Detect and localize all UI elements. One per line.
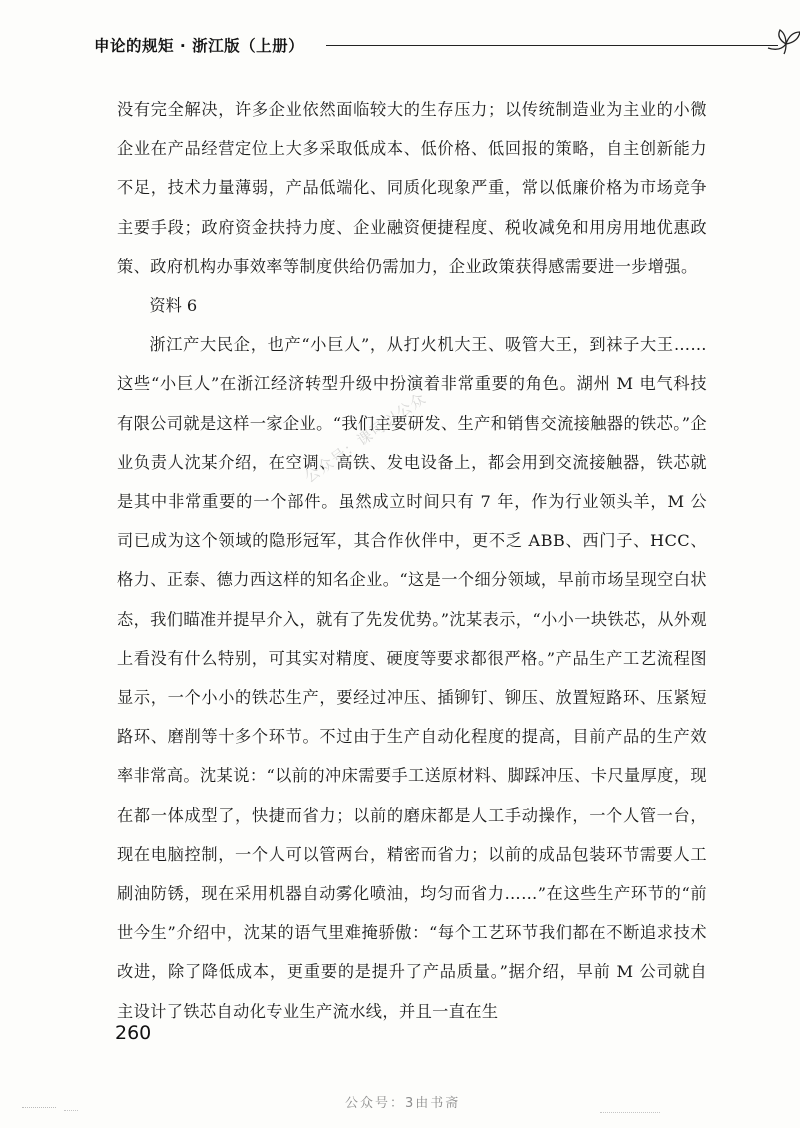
paragraph-continued: 没有完全解决，许多企业依然面临较大的生存压力；以传统制造业为主业的小微企业在产品经营定位上大多采取低成本、低价格、低回报的策略，自主创新能力不足，技术力量薄弱，产品低端化、同质化现象严重，常以低廉价格为市场竞争主要手段；政府资金扶持力度、企业融资便捷程度、税收减免和用房用地优惠政策、政府机构办事效率等制度供给仍需加力，企业政策获得感需要进一步增强。 — [117, 100, 707, 276]
scan-artifact — [64, 1110, 78, 1111]
scan-artifact — [600, 1112, 660, 1113]
watermark: 公众号：课可以公众 — [301, 389, 430, 487]
page-number: 260 — [115, 1022, 152, 1044]
section-label: 资料 6 — [149, 296, 198, 316]
body-text — [117, 90, 707, 1031]
sprout-icon — [766, 26, 800, 56]
header-title: 申论的规矩 · 浙江版（上册） — [94, 37, 305, 55]
running-header — [94, 30, 714, 58]
footer-stamp: 公众号：3由书斋 — [345, 1096, 461, 1111]
header-rule — [326, 45, 778, 46]
paragraph-material-6: 浙江产大民企，也产“小巨人”，从打火机大王、吸管大王，到袜子大王……这些“小巨人”在浙江经济转型升级中扮演着非常重要的角色。湖州 M 电气科技有限公司就是这样一家企业。“我们主要研发、生产和销售交流接触器的铁芯。”企业负责人沈某介绍，在空调、高铁、发电设备上，都会用到交流接触器，铁芯就是其中非常重要的一个部件。虽然成立时间只有 7 年，作为行业领头羊，M 公司已成为这个领域的隐形冠军，其合作伙伴中，更不乏 ABB、西门子、HCC、格力、正泰、德力西这样的知名企业。“这是一个细分领域，早前市场呈现空白状态，我们瞄准并提早介入，就有了先发优势。”沈某表示，“小小一块铁芯，从外观上看没有什么特别，可其实对精度、硬度等要求都很严格。”产品生产工艺流程图显示，一个小小的铁芯生产，要经过冲压、插铆钉、铆压、放置短路环、压紧短路环、磨削等十多个环节。不过由于生产自动化程度的提高，目前产品的生产效率非常高。沈某说：“以前的冲床需要手工送原材料、脚踩冲压、卡尺量厚度，现在都一体成型了，快捷而省力；以前的磨床都是人工手动操作，一个人管一台，现在电脑控制，一个人可以管两台，精密而省力；以前的成品包装环节需要人工刷油防锈，现在采用机器自动雾化喷油，均匀而省力……”在这些生产环节的“前世今生”介绍中，沈某的语气里难掩骄傲：“每个工艺环节我们都在不断追求技术改进，除了降低成本，更重要的是提升了产品质量。”据介绍，早前 M 公司就自主设计了铁芯自动化专业生产流水线，并且一直在生 — [117, 335, 707, 1021]
scan-artifact — [22, 1107, 56, 1108]
